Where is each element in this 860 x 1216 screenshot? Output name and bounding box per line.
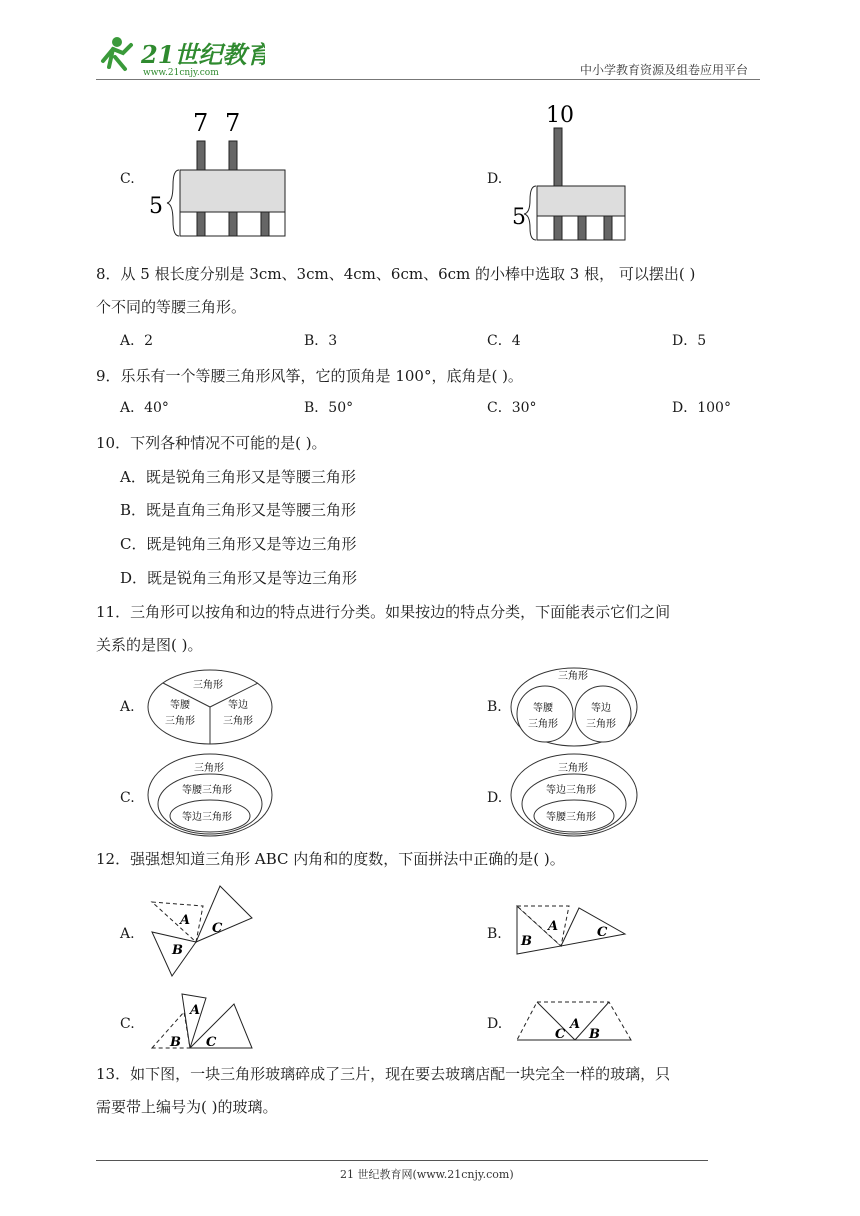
q7-option-c-figure <box>145 105 295 245</box>
q10-option-a[interactable]: A．既是锐角三角形又是等腰三角形 <box>120 468 356 486</box>
q12-option-a-label[interactable]: A. <box>120 926 135 942</box>
q11c-isosceles: 等腰三角形 <box>182 785 232 796</box>
q12d-vertex-c: C <box>555 1027 566 1042</box>
q12c-vertex-b: B <box>170 1035 181 1050</box>
q11-option-a-diagram <box>145 668 275 748</box>
q12c-vertex-c: C <box>206 1035 217 1050</box>
q11-option-d-label[interactable]: D. <box>487 790 503 806</box>
q10-option-d[interactable]: D．既是锐角三角形又是等边三角形 <box>120 569 358 587</box>
q12-option-c-label[interactable]: C. <box>120 1016 135 1032</box>
q12d-vertex-a: A <box>570 1017 581 1032</box>
q7c-top-label-1: 7 <box>193 109 209 137</box>
q12-option-d-label[interactable]: D. <box>487 1016 503 1032</box>
q11-option-c-label[interactable]: C. <box>120 790 135 806</box>
q7c-top-label-2: 7 <box>225 109 241 137</box>
q11a-equilateral-2: 三角形 <box>223 716 253 727</box>
q11-option-a-label[interactable]: A. <box>120 699 135 715</box>
q11b-triangle: 三角形 <box>558 671 588 682</box>
q11b-equilateral-2: 三角形 <box>586 719 616 730</box>
q8-option-c[interactable]: C．4 <box>487 333 521 349</box>
q7-option-d-label[interactable]: D. <box>487 171 503 187</box>
q8-text-line1: 8．从 5 根长度分别是 3cm、3cm、4cm、6cm、6cm 的小棒中选取 3 根， 可以摆出( ) <box>96 265 696 283</box>
header-rule <box>96 79 760 80</box>
q11-option-d-diagram <box>508 752 640 840</box>
q11-option-c-diagram <box>145 752 275 840</box>
q11a-triangle: 三角形 <box>193 680 223 691</box>
q7d-top-label: 10 <box>546 103 574 128</box>
q9-option-b[interactable]: B．50° <box>304 400 354 416</box>
q12a-vertex-a: A <box>180 913 191 928</box>
q11c-triangle: 三角形 <box>194 763 224 774</box>
q9-text: 9．乐乐有一个等腰三角形风筝，它的顶角是 100°，底角是( )。 <box>96 367 523 385</box>
footer-rule <box>96 1160 708 1161</box>
q12-option-b-figure <box>513 902 633 958</box>
q12-option-a-figure <box>148 880 258 980</box>
q11b-isosceles-2: 三角形 <box>528 719 558 730</box>
q11-text-line2: 关系的是图( )。 <box>96 636 203 654</box>
q11b-equilateral-1: 等边 <box>591 703 611 714</box>
q13-text-line1: 13．如下图，一块三角形玻璃碎成了三片，现在要去玻璃店配一块完全一样的玻璃，只 <box>96 1065 671 1083</box>
q12b-vertex-c: C <box>597 925 608 940</box>
q12c-vertex-a: A <box>190 1003 201 1018</box>
header-platform-text: 中小学教育资源及组卷应用平台 <box>580 63 749 77</box>
q8-option-d[interactable]: D．5 <box>672 333 707 349</box>
q11a-isosceles-2: 三角形 <box>165 716 195 727</box>
q9-option-c[interactable]: C．30° <box>487 400 537 416</box>
runner-logo-icon <box>95 33 265 79</box>
q12-option-d-figure <box>513 996 635 1044</box>
q7-option-c-label[interactable]: C. <box>120 171 135 187</box>
q10-text: 10．下列各种情况不可能的是( )。 <box>96 434 327 452</box>
q8-option-b[interactable]: B．3 <box>304 333 338 349</box>
logo-url: www.21cnjy.com <box>143 68 219 78</box>
footer-text: 21 世纪教育网(www.21cnjy.com) <box>340 1168 514 1181</box>
q10-option-b[interactable]: B．既是直角三角形又是等腰三角形 <box>120 501 357 519</box>
q8-option-a[interactable]: A．2 <box>120 333 154 349</box>
q9-option-a[interactable]: A．40° <box>120 400 169 416</box>
q9-option-d[interactable]: D．100° <box>672 400 731 416</box>
q11-text-line1: 11．三角形可以按角和边的特点进行分类。如果按边的特点分类，下面能表示它们之间 <box>96 603 671 621</box>
q11d-isosceles: 等腰三角形 <box>546 812 596 823</box>
q11b-isosceles-1: 等腰 <box>533 703 553 714</box>
q10-option-c[interactable]: C．既是钝角三角形又是等边三角形 <box>120 535 357 553</box>
q11a-equilateral-1: 等边 <box>228 700 248 711</box>
header-logo <box>95 33 265 79</box>
q11a-isosceles-1: 等腰 <box>170 700 190 711</box>
q12a-vertex-b: B <box>172 943 183 958</box>
q12-option-b-label[interactable]: B. <box>487 926 502 942</box>
q11d-triangle: 三角形 <box>558 763 588 774</box>
q11-option-b-label[interactable]: B. <box>487 699 502 715</box>
q12-option-c-figure <box>148 990 258 1052</box>
q7d-side-label: 5 <box>512 205 526 230</box>
q12d-vertex-b: B <box>589 1027 600 1042</box>
q12a-vertex-c: C <box>212 921 223 936</box>
q12b-vertex-a: A <box>548 919 559 934</box>
logo-text: 21世纪教育 <box>141 40 265 69</box>
q13-text-line2: 需要带上编号为( )的玻璃。 <box>96 1098 278 1116</box>
q12b-vertex-b: B <box>521 934 532 949</box>
q7c-side-label: 5 <box>149 194 163 219</box>
q11-option-b-diagram <box>508 666 640 750</box>
q11c-equilateral: 等边三角形 <box>182 812 232 823</box>
q11d-equilateral: 等边三角形 <box>546 785 596 796</box>
q7-option-d-figure <box>510 100 640 245</box>
q12-text: 12．强强想知道三角形 ABC 内角和的度数，下面拼法中正确的是( )。 <box>96 850 565 868</box>
q8-text-line2: 个不同的等腰三角形。 <box>96 298 247 316</box>
